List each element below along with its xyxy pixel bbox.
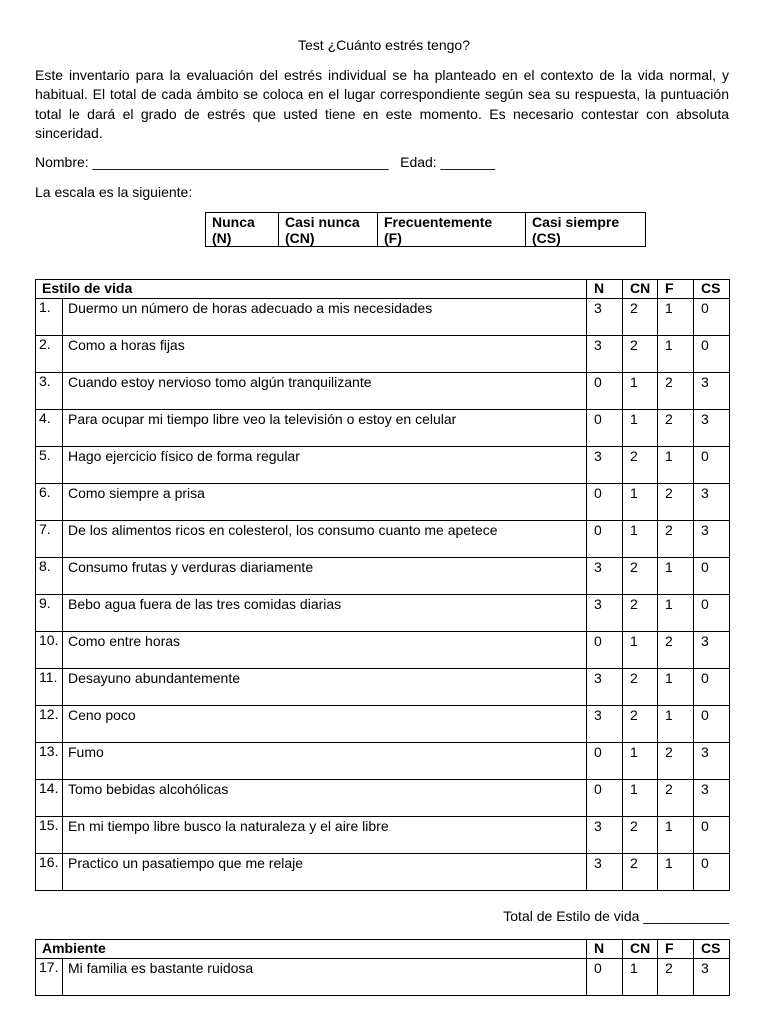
score-cs: 3 <box>694 743 730 780</box>
score-cn: 1 <box>623 743 658 780</box>
score-cn: 2 <box>623 669 658 706</box>
question-text: Bebo agua fuera de las tres comidas diarias <box>63 595 587 632</box>
scale-casi-siempre: Casi siempre (CS) <box>526 213 646 247</box>
score-cs: 0 <box>694 854 730 891</box>
header-cs: CS <box>694 940 730 959</box>
question-row <box>36 558 730 595</box>
question-number: 11. <box>36 669 63 706</box>
score-cs: 0 <box>694 299 730 336</box>
question-row <box>36 336 730 373</box>
score-cn: 2 <box>623 854 658 891</box>
score-f: 2 <box>658 780 694 817</box>
score-cn: 2 <box>623 447 658 484</box>
score-n: 0 <box>587 959 623 996</box>
score-f: 2 <box>658 410 694 447</box>
question-text: Como entre horas <box>63 632 587 669</box>
question-row <box>36 373 730 410</box>
score-cs: 3 <box>694 632 730 669</box>
score-f: 2 <box>658 959 694 996</box>
question-number: 15. <box>36 817 63 854</box>
header-cn: CN <box>623 280 658 299</box>
score-n: 3 <box>587 817 623 854</box>
scale-nunca: Nunca (N) <box>206 213 279 247</box>
question-row <box>36 521 730 558</box>
question-text: Para ocupar mi tiempo libre veo la televisión o estoy en celular <box>63 410 587 447</box>
question-row <box>36 669 730 706</box>
question-number: 7. <box>36 521 63 558</box>
question-row <box>36 854 730 891</box>
intro-paragraph: Este inventario para la evaluación del estrés individual se ha planteado en el contexto de la vida normal, y habitual. El total de cada ámbito se coloca en el lugar correspondiente según sea su respuesta, la puntuación total le dará el grado de estrés que usted tiene en este momento. Es necesario contestar con absoluta sinceridad. <box>35 67 729 141</box>
score-n: 0 <box>587 484 623 521</box>
score-f: 1 <box>658 706 694 743</box>
score-f: 2 <box>658 743 694 780</box>
score-f: 2 <box>658 484 694 521</box>
scale-casi-nunca: Casi nunca (CN) <box>279 213 378 247</box>
question-text: Consumo frutas y verduras diariamente <box>63 558 587 595</box>
question-row <box>36 632 730 669</box>
question-row <box>36 299 730 336</box>
question-number: 17. <box>36 959 63 996</box>
question-text: En mi tiempo libre busco la naturaleza y el aire libre <box>63 817 587 854</box>
question-number: 13. <box>36 743 63 780</box>
question-number: 6. <box>36 484 63 521</box>
score-f: 1 <box>658 558 694 595</box>
score-cs: 0 <box>694 558 730 595</box>
score-cs: 3 <box>694 521 730 558</box>
question-number: 14. <box>36 780 63 817</box>
score-cs: 3 <box>694 410 730 447</box>
header-cn: CN <box>623 940 658 959</box>
question-text: Como a horas fijas <box>63 336 587 373</box>
scale-row <box>206 213 646 247</box>
question-text: Fumo <box>63 743 587 780</box>
question-text: Como siempre a prisa <box>63 484 587 521</box>
score-n: 0 <box>587 373 623 410</box>
question-row <box>36 706 730 743</box>
score-cs: 3 <box>694 484 730 521</box>
score-cn: 2 <box>623 595 658 632</box>
score-f: 2 <box>658 521 694 558</box>
question-text: Duermo un número de horas adecuado a mis necesidades <box>63 299 587 336</box>
question-row <box>36 447 730 484</box>
question-row <box>36 484 730 521</box>
score-cs: 0 <box>694 669 730 706</box>
score-n: 0 <box>587 780 623 817</box>
name-age-line: Nombre: ______________________________________ Edad: _______ <box>35 154 496 170</box>
score-n: 3 <box>587 669 623 706</box>
score-cn: 1 <box>623 484 658 521</box>
header-cs: CS <box>694 280 730 299</box>
question-row <box>36 817 730 854</box>
question-number: 1. <box>36 299 63 336</box>
score-n: 3 <box>587 595 623 632</box>
score-f: 1 <box>658 299 694 336</box>
question-text: Tomo bebidas alcohólicas <box>63 780 587 817</box>
score-cn: 2 <box>623 817 658 854</box>
score-cn: 1 <box>623 959 658 996</box>
score-cs: 0 <box>694 706 730 743</box>
lifestyle-header-row <box>36 280 730 299</box>
score-f: 1 <box>658 817 694 854</box>
score-cn: 2 <box>623 558 658 595</box>
score-f: 1 <box>658 447 694 484</box>
question-number: 12. <box>36 706 63 743</box>
lifestyle-total-line: Total de Estilo de vida ___________ <box>503 908 729 924</box>
score-cn: 2 <box>623 336 658 373</box>
score-cn: 2 <box>623 706 658 743</box>
question-number: 3. <box>36 373 63 410</box>
question-row <box>36 595 730 632</box>
scale-label: La escala es la siguiente: <box>35 184 193 200</box>
score-cn: 1 <box>623 521 658 558</box>
score-cn: 2 <box>623 299 658 336</box>
header-n: N <box>587 940 623 959</box>
score-cs: 3 <box>694 780 730 817</box>
score-f: 2 <box>658 632 694 669</box>
score-cs: 0 <box>694 595 730 632</box>
scale-frecuentemente: Frecuentemente (F) <box>378 213 526 247</box>
question-number: 5. <box>36 447 63 484</box>
question-text: De los alimentos ricos en colesterol, los consumo cuanto me apetece <box>63 521 587 558</box>
score-f: 1 <box>658 336 694 373</box>
question-row <box>36 743 730 780</box>
question-text: Practico un pasatiempo que me relaje <box>63 854 587 891</box>
score-cn: 1 <box>623 373 658 410</box>
score-n: 3 <box>587 558 623 595</box>
page-title: Test ¿Cuánto estrés tengo? <box>298 37 470 53</box>
section-title: Ambiente <box>36 940 587 959</box>
question-number: 9. <box>36 595 63 632</box>
question-number: 4. <box>36 410 63 447</box>
score-n: 3 <box>587 336 623 373</box>
score-f: 1 <box>658 669 694 706</box>
score-cs: 0 <box>694 447 730 484</box>
header-f: F <box>658 940 694 959</box>
section-title: Estilo de vida <box>36 280 587 299</box>
question-text: Desayuno abundantemente <box>63 669 587 706</box>
question-text: Hago ejercicio físico de forma regular <box>63 447 587 484</box>
score-n: 3 <box>587 299 623 336</box>
score-n: 3 <box>587 706 623 743</box>
score-cn: 1 <box>623 780 658 817</box>
score-f: 1 <box>658 595 694 632</box>
score-cs: 3 <box>694 959 730 996</box>
score-n: 3 <box>587 854 623 891</box>
scale-table <box>205 212 646 247</box>
question-number: 2. <box>36 336 63 373</box>
score-cs: 0 <box>694 817 730 854</box>
question-text: Cuando estoy nervioso tomo algún tranquilizante <box>63 373 587 410</box>
header-n: N <box>587 280 623 299</box>
score-n: 0 <box>587 743 623 780</box>
score-cs: 0 <box>694 336 730 373</box>
score-n: 3 <box>587 447 623 484</box>
score-n: 0 <box>587 410 623 447</box>
question-text: Ceno poco <box>63 706 587 743</box>
score-f: 1 <box>658 854 694 891</box>
question-text: Mi familia es bastante ruidosa <box>63 959 587 996</box>
environment-table <box>35 939 730 996</box>
score-cn: 1 <box>623 632 658 669</box>
question-row <box>36 959 730 996</box>
score-n: 0 <box>587 632 623 669</box>
question-row <box>36 780 730 817</box>
lifestyle-table <box>35 279 730 891</box>
score-cs: 3 <box>694 373 730 410</box>
header-f: F <box>658 280 694 299</box>
question-row <box>36 410 730 447</box>
score-n: 0 <box>587 521 623 558</box>
question-number: 8. <box>36 558 63 595</box>
environment-header-row <box>36 940 730 959</box>
score-f: 2 <box>658 373 694 410</box>
question-number: 10. <box>36 632 63 669</box>
score-cn: 1 <box>623 410 658 447</box>
question-number: 16. <box>36 854 63 891</box>
